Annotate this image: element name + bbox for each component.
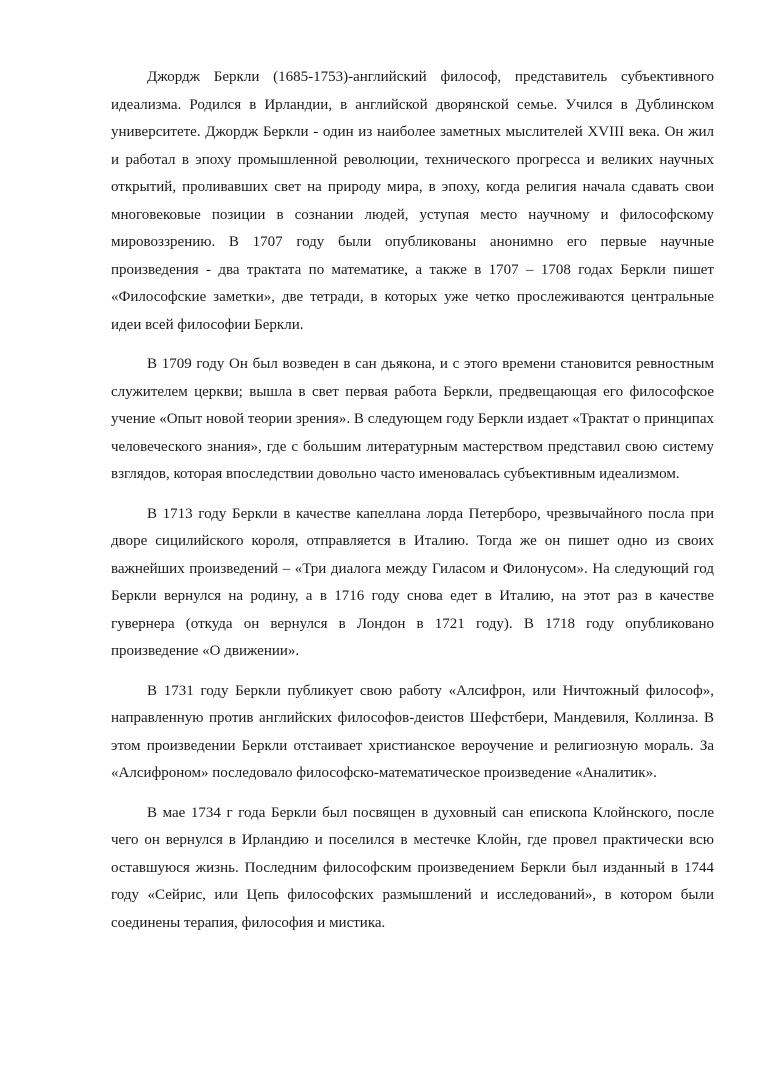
paragraph-3: В 1713 году Беркли в качестве капеллана лорда Петерборо, чрезвычайного посла при дворе сицилийского короля, отправляется в Италию. Тогда же он пишет одно из своих важнейших произведений – «Три диалога между Гиласом и Филонусом». На следующий год Беркли вернулся на родину, а в 1716 году снова едет в Италию, на этот раз в качестве гувернера (откуда он вернулся в Лондон в 1721 году). В 1718 году опубликовано произведение «О движении». (111, 505, 714, 659)
paragraph-1: Джордж Беркли (1685-1753)-английский философ, представитель субъективного идеализма. Родился в Ирландии, в английской дворянской семье. Учился в Дублинском университете. Джордж Беркли - один из наиболее заметных мыслителей XVIII века. Он жил и работал в эпоху промышленной революции, технического прогресса и великих научных открытий, проливавших свет на природу мира, в эпоху, когда религия начала сдавать свои многовековые позиции в сознании людей, уступая место научному и философскому мировоззрению. В 1707 году были опубликованы анонимно его первые научные произведения - два трактата по математике, а также в 1707 – 1708 годах Беркли пишет «Философские заметки», две тетради, в которых уже четко прослеживаются центральные идеи всей философии Беркли. (111, 69, 714, 333)
paragraph-5: В мае 1734 г года Беркли был посвящен в духовный сан епископа Клойнского, после чего он вернулся в Ирландию и поселился в местечке Клойн, где провел практически всю оставшуюся жизнь. Последним философским произведением Беркли был изданный в 1744 году «Сейрис, или Цепь философских размышлений и исследований», в котором были соединены терапия, философия и мистика. (111, 804, 714, 931)
paragraph-4: В 1731 году Беркли публикует свою работу «Алсифрон, или Ничтожный философ», направленную против английских философов-деистов Шефстбери, Мандевиля, Коллинза. В этом произведении Беркли отстаивает христианское вероучение и религиозную мораль. За «Алсифроном» последовало философско-математическое произведение «Аналитик». (111, 682, 714, 781)
paragraph-2: В 1709 году Он был возведен в сан дьякона, и с этого времени становится ревностным служителем церкви; вышла в свет первая работа Беркли, предвещающая его философское учение «Опыт новой теории зрения». В следующем году Беркли издает «Трактат о принципах человеческого знания», где с большим литературным мастерством представил свою систему взглядов, которая впоследствии довольно часто именовалась субъективным идеализмом. (111, 356, 714, 482)
